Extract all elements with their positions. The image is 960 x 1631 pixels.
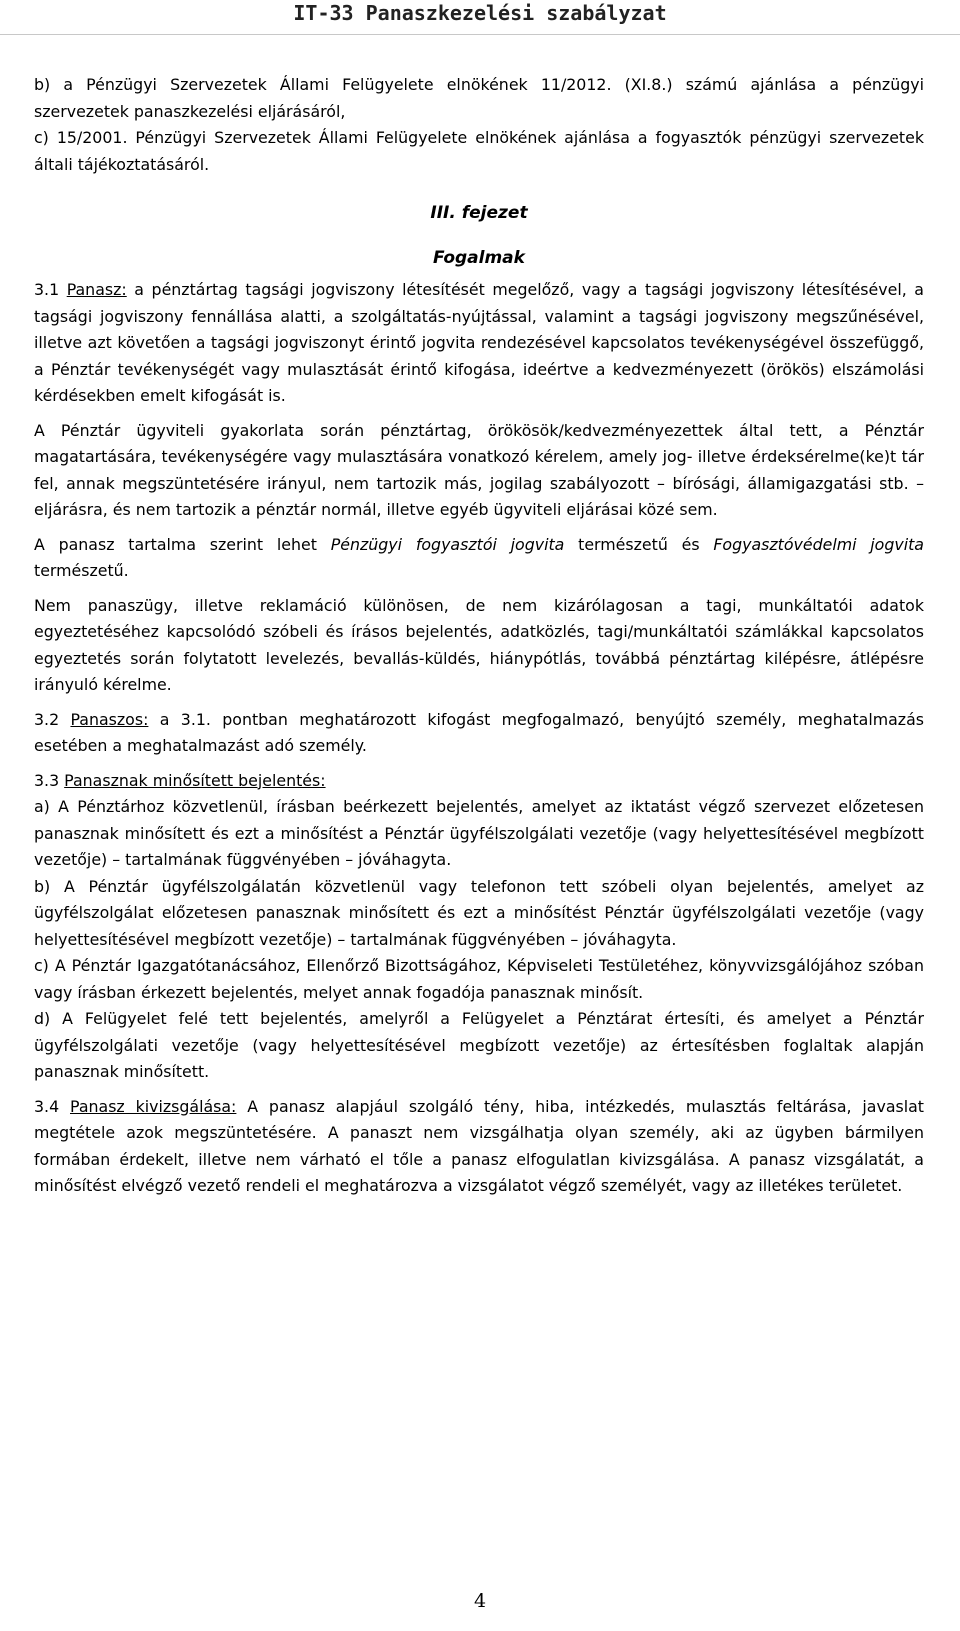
section-3-3-c: c) A Pénztár Igazgatótanácsához, Ellenőrző Bizottságához, Képviseleti Testületéhez, könyvvizsgálójához szóban vagy írásban érkezett bejelentés, melyet annak fogadója panasznak minősít. — [34, 956, 924, 1002]
chapter-title: Fogalmak — [433, 247, 525, 268]
term-fogyasztovedelmi-jogvita: Fogyasztóvédelmi jogvita — [713, 534, 924, 554]
paragraph-nem-panaszugy: Nem panaszügy, illetve reklamáció különösen, de nem kizárólagosan a tagi, munkáltatói adatok egyeztetéséhez kapcsolódó szóbeli és írásos bejelentés, adatközlés, tagi/munkáltatói számlákkal kapcsolatos egyeztetés során folytatott levelezés, bevallás-küldés, hiánypótlás, továbbá pénztártag kilépésre, átlépésre irányuló kérelme. — [34, 595, 924, 694]
section-number: 3.4 — [34, 1096, 70, 1116]
section-3-3 — [34, 768, 924, 795]
term-panasznak-minositett: Panasznak minősített bejelentés: — [64, 770, 326, 790]
paragraph-tartalma — [34, 532, 924, 585]
list-item-c: c) 15/2001. Pénzügyi Szervezetek Állami Felügyelete elnökének ajánlása a fogyasztók pénzügyi szervezetek általi tájékoztatásáról. — [34, 128, 924, 174]
header-divider — [0, 34, 960, 35]
document-body — [34, 72, 924, 1200]
text-run: természetű és — [564, 534, 714, 554]
text-run: természetű. — [34, 561, 129, 580]
term-panaszos: Panaszos: — [70, 709, 149, 729]
section-number: 3.1 — [34, 280, 67, 299]
term-panasz: Panasz: — [66, 280, 127, 299]
section-text: a 3.1. pontban meghatározott kifogást megfogalmazó, benyújtó személy, meghatalmazás esetében a meghatalmazást adó személy. — [34, 709, 924, 755]
list-item-b: b) a Pénzügyi Szervezetek Állami Felügyelete elnökének 11/2012. (XI.8.) számú ajánlása a pénzügyi szervezetek panaszkezelési eljárásáról, — [34, 75, 924, 121]
section-3-3-b: b) A Pénztár ügyfélszolgálatán közvetlenül vagy telefonon tett szóbeli olyan bejelentés, amelyet az ügyfélszolgálat előzetesen panasznak minősített és ezt a minősítést Pénztár ügyfélszolgálati vezetője (vagy helyettesítésével megbízott vezetője) – tartalmának függvényében – jóváhagyta. — [34, 876, 924, 949]
text-run: A panasz tartalma szerint lehet — [34, 534, 331, 554]
section-3-1 — [34, 277, 924, 410]
term-panasz-kivizsgalasa: Panasz kivizsgálása: — [70, 1096, 237, 1116]
term-penzugyi-fogyasztoi-jogvita: Pénzügyi fogyasztói jogvita — [330, 534, 565, 554]
section-3-3-a: a) A Pénztárhoz közvetlenül, írásban beérkezett bejelentés, amelyet az iktatást végző szervezet előzetesen panasznak minősített és ezt a minősítést a Pénztár ügyfélszolgálati vezetője (vagy helyettesítésével megbízott vezetője) – tartalmának függvényében – jóváhagyta. — [34, 797, 924, 869]
document-header: IT-33 Panaszkezelési szabályzat — [293, 1, 667, 25]
section-3-3-d: d) A Felügyelet felé tett bejelentés, amelyről a Felügyelet a Pénztárat értesíti, és amelyet a Pénztár ügyfélszolgálati vezetője (vagy helyettesítésével megbízott vezetője) az értesítésben foglaltak alapján panasznak minősített. — [34, 1009, 924, 1081]
section-number: 3.2 — [34, 709, 71, 729]
section-text: A panasz alapjául szolgáló tény, hiba, intézkedés, mulasztás feltárása, javaslat megtétele azok megszüntetésére. A panaszt nem vizsgálhatja olyan személy, aki az ügyben bármilyen formában érdekelt, illetve nem várható el tőle a panasz elfogulatlan kivizsgálása. A panasz vizsgálatát, a minősítést elvégző vezető rendeli el meghatározva a vizsgálatot végző személyét, vagy az illetékes területet. — [34, 1096, 924, 1195]
chapter-number: III. fejezet — [430, 203, 528, 223]
section-number: 3.3 — [34, 770, 65, 790]
section-3-2 — [34, 707, 924, 760]
page-number: 4 — [473, 1590, 487, 1612]
paragraph-ugyviteli: A Pénztár ügyviteli gyakorlata során pénztártag, örökösök/kedvezményezettek által tett, a Pénztár magatartására, tevékenységére vagy mulasztására vonatkozó kérelem, amely jog- illetve érdeksérelme(ke)t tár fel, annak megszüntetésére irányul, nem tartozik más, jogilag szabályozott – bírósági, államigazgatási stb. – eljárásra, és nem tartozik a pénztár normál, illetve egyéb ügyviteli eljárásai közé sem. — [34, 420, 924, 519]
section-text: a pénztártag tagsági jogviszony létesítését megelőző, vagy a tagsági jogviszony létesítésével, a tagsági jogviszony fennállása alatti, a szolgáltatás-nyújtással, valamint a tagsági jogviszony megszűnésével, illetve azt követően a tagsági jogviszonyt érintő jogvita rendezésével kapcsolatos tevékenységével összefüggő, a Pénztár tevékenységét vagy mulasztását érintő kifogása, ideértve a kedvezményezett (örökös) elszámolási kérdésekben emelt kifogását is. — [34, 280, 924, 405]
section-3-4 — [34, 1094, 924, 1200]
